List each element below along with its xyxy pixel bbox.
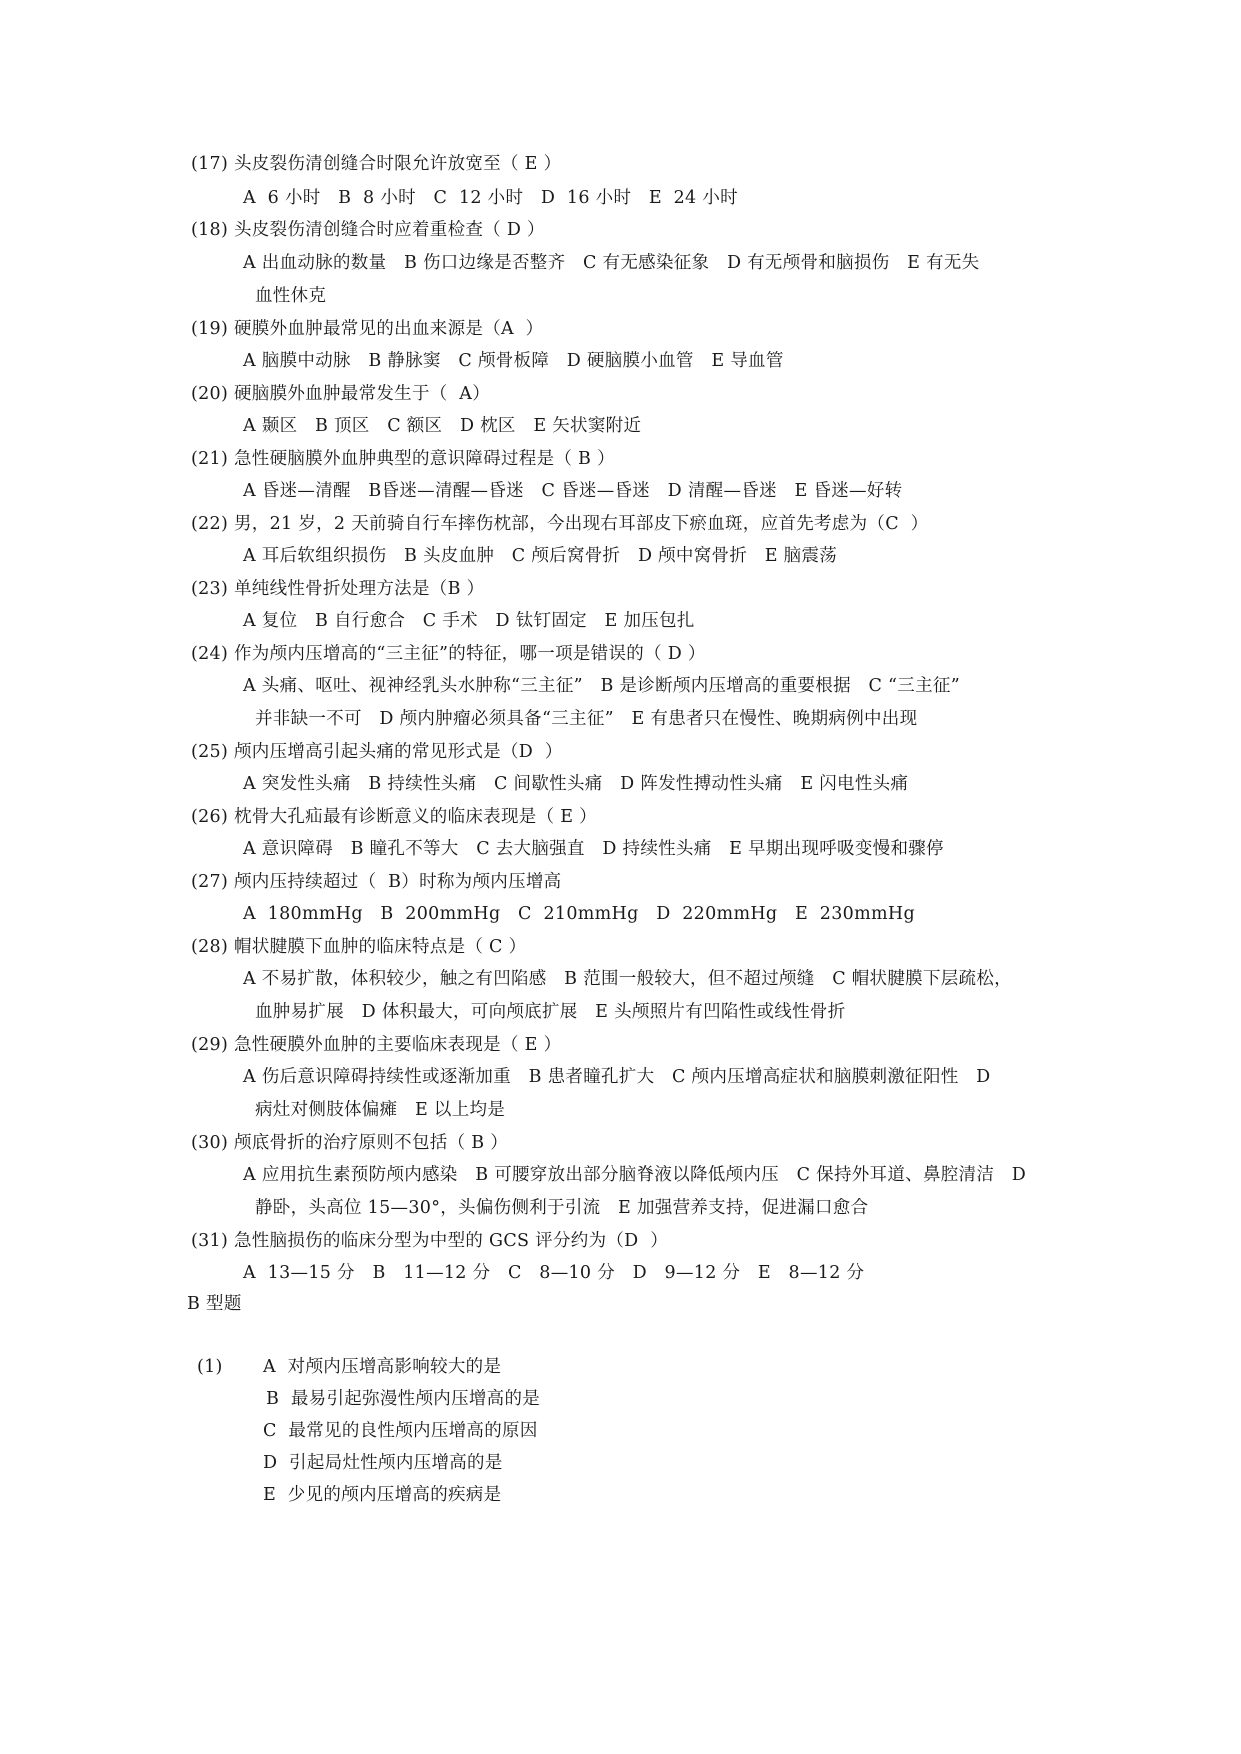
question-23: (23) 单纯线性骨折处理方法是（B ） — [191, 579, 485, 599]
b-option-a: A 对颅内压增高影响较大的是 — [263, 1357, 502, 1377]
section-b-title: B 型题 — [187, 1294, 242, 1314]
question-29: (29) 急性硬膜外血肿的主要临床表现是（ E ） — [191, 1035, 562, 1055]
question-21: (21) 急性硬脑膜外血肿典型的意识障碍过程是（ B ） — [191, 449, 615, 469]
question-28: (28) 帽状腱膜下血肿的临床特点是（ C ） — [191, 937, 527, 957]
b-question-number: (1) — [197, 1357, 223, 1377]
options-28: A 不易扩散，体积较少，触之有凹陷感 B 范围一般较大，但不超过颅缝 C 帽状腱膜下层疏松， — [243, 969, 1012, 989]
b-option-d: D 引起局灶性颅内压增高的是 — [263, 1453, 503, 1473]
b-option-c: C 最常见的良性颅内压增高的原因 — [263, 1421, 538, 1441]
question-22: (22) 男，21 岁，2 天前骑自行车摔伤枕部，今出现右耳部皮下瘀血斑，应首先考虑为（C ） — [191, 514, 929, 534]
options-24-cont: 并非缺一不可 D 颅内肿瘤必须具备“三主征” E 有患者只在慢性、晚期病例中出现 — [255, 709, 918, 729]
options-28-cont: 血肿易扩展 D 体积最大，可向颅底扩展 E 头颅照片有凹陷性或线性骨折 — [255, 1002, 846, 1022]
b-option-b: B 最易引起弥漫性颅内压增高的是 — [266, 1389, 541, 1409]
options-18-cont: 血性休克 — [255, 286, 327, 306]
question-25: (25) 颅内压增高引起头痛的常见形式是（D ） — [191, 742, 563, 762]
options-26: A 意识障碍 B 瞳孔不等大 C 去大脑强直 D 持续性头痛 E 早期出现呼吸变慢和骤停 — [243, 839, 944, 859]
options-25: A 突发性头痛 B 持续性头痛 C 间歇性头痛 D 阵发性搏动性头痛 E 闪电性头痛 — [243, 774, 909, 794]
options-24: A 头痛、呕吐、视神经乳头水肿称“三主征” B 是诊断颅内压增高的重要根据 C “三主征” — [243, 676, 960, 696]
question-31: (31) 急性脑损伤的临床分型为中型的 GCS 评分约为（D ） — [191, 1231, 669, 1251]
options-31: A 13—15 分 B 11—12 分 C 8—10 分 D 9—12 分 E 8—12 分 — [243, 1263, 865, 1283]
options-23: A 复位 B 自行愈合 C 手术 D 钛钉固定 E 加压包扎 — [243, 611, 695, 631]
question-27: (27) 颅内压持续超过（ B）时称为颅内压增高 — [191, 872, 562, 892]
question-20: (20) 硬脑膜外血肿最常发生于（ A） — [191, 384, 491, 404]
options-22: A 耳后软组织损伤 B 头皮血肿 C 颅后窝骨折 D 颅中窝骨折 E 脑震荡 — [243, 546, 838, 566]
options-21: A 昏迷—清醒 B昏迷—清醒—昏迷 C 昏迷—昏迷 D 清醒—昏迷 E 昏迷—好转 — [243, 481, 903, 501]
options-20: A 颞区 B 顶区 C 额区 D 枕区 E 矢状窦附近 — [243, 416, 642, 436]
options-17: A 6 小时 B 8 小时 C 12 小时 D 16 小时 E 24 小时 — [243, 188, 738, 208]
options-29: A 伤后意识障碍持续性或逐渐加重 B 患者瞳孔扩大 C 颅内压增高症状和脑膜刺激征阳性 D — [243, 1067, 991, 1087]
question-18: (18) 头皮裂伤清创缝合时应着重检查（ D ） — [191, 220, 545, 240]
question-26: (26) 枕骨大孔疝最有诊断意义的临床表现是（ E ） — [191, 807, 597, 827]
question-30: (30) 颅底骨折的治疗原则不包括（ B ） — [191, 1133, 509, 1153]
options-30-cont: 静卧，头高位 15—30°，头偏伤侧利于引流 E 加强营养支持，促进漏口愈合 — [255, 1198, 869, 1218]
question-17: (17) 头皮裂伤清创缝合时限允许放宽至（ E ） — [191, 154, 562, 174]
question-24: (24) 作为颅内压增高的“三主征”的特征，哪一项是错误的（ D ） — [191, 644, 706, 664]
options-18: A 出血动脉的数量 B 伤口边缘是否整齐 C 有无感染征象 D 有无颅骨和脑损伤 E 有无失 — [243, 253, 980, 273]
options-30: A 应用抗生素预防颅内感染 B 可腰穿放出部分脑脊液以降低颅内压 C 保持外耳道、鼻腔清洁 D — [243, 1165, 1027, 1185]
options-29-cont: 病灶对侧肢体偏瘫 E 以上均是 — [255, 1100, 506, 1120]
question-19: (19) 硬膜外血肿最常见的出血来源是（A ） — [191, 319, 544, 339]
options-19: A 脑膜中动脉 B 静脉窦 C 颅骨板障 D 硬脑膜小血管 E 导血管 — [243, 351, 784, 371]
options-27: A 180mmHg B 200mmHg C 210mmHg D 220mmHg E 230mmHg — [243, 904, 915, 924]
b-option-e: E 少见的颅内压增高的疾病是 — [263, 1485, 502, 1505]
